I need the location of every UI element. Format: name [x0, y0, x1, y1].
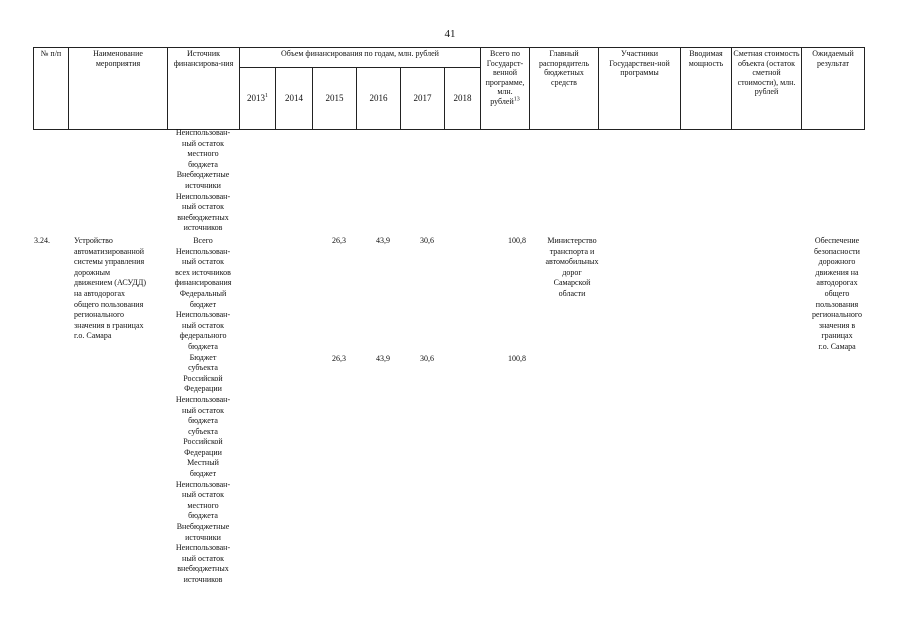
header-year-2014: 2014	[276, 67, 313, 129]
source-line: Федерации	[184, 384, 222, 394]
source-line: местного	[187, 149, 219, 159]
source-line: источники	[185, 532, 221, 542]
header-year-2017: 2017	[401, 67, 445, 129]
total-2015-value: 26,3	[332, 236, 346, 245]
name-line: Устройство	[74, 236, 113, 245]
source-list	[167, 236, 239, 586]
header-manager: Главный распорядитель бюджетных средств	[530, 48, 599, 130]
result-line: г.о. Самара	[818, 341, 856, 351]
name-line: значения в границах	[74, 320, 144, 330]
source-line: ный остаток	[182, 257, 224, 267]
row-number: 3.24.	[34, 236, 50, 245]
header-source: Источник финансирова-ния	[168, 48, 240, 130]
manager-line: дорог	[562, 267, 582, 277]
region-2016-value: 43,9	[376, 354, 390, 363]
result-line: безопасности	[814, 246, 860, 256]
source-line: ный остаток	[182, 490, 224, 500]
result-line: автодорогах	[816, 278, 858, 288]
expected-result	[804, 236, 870, 353]
source-line: Федеральный	[179, 288, 227, 298]
source-line: Российской	[183, 373, 223, 383]
source-line: федерального	[179, 331, 227, 341]
manager-line: транспорта и	[549, 246, 595, 256]
name-line: автоматизированной	[74, 246, 145, 256]
header-volume: Объем финансирования по годам, млн. рублей	[240, 48, 481, 68]
region-program-value: 100,8	[508, 354, 526, 363]
source-line: Неиспользован-	[175, 479, 231, 489]
name-line: общего пользования	[74, 299, 144, 309]
header-num: № п/п	[34, 48, 69, 130]
page-number: 41	[444, 28, 456, 40]
source-line: бюджета	[188, 341, 218, 351]
result-line: общего	[824, 288, 850, 298]
source-line: всех источников	[175, 267, 231, 277]
manager-line: области	[558, 288, 586, 298]
source-line: Неиспользован-	[175, 128, 231, 137]
manager-line: автомобильных	[545, 257, 599, 267]
source-line: Неиспользован-	[175, 543, 231, 553]
source-line: субъекта	[188, 426, 218, 436]
source-line: бюджет	[189, 469, 217, 479]
name-line: системы управления	[74, 257, 145, 267]
source-line: Внебюджетные	[176, 170, 230, 180]
source-line: источники	[185, 180, 221, 190]
header-year-2018: 2018	[445, 67, 481, 129]
region-2015-value: 26,3	[332, 354, 346, 363]
source-line: ный остаток	[182, 202, 224, 212]
source-line: Неиспользован-	[175, 191, 231, 201]
result-line: Обеспечение	[814, 236, 860, 245]
source-line: Бюджет	[189, 352, 217, 362]
result-line: дорожного	[818, 257, 856, 267]
source-line: ный остаток	[182, 553, 224, 563]
source-line: Неиспользован-	[175, 246, 231, 256]
name-line: на автодорогах	[74, 288, 126, 298]
source-line: ный остаток	[182, 320, 224, 330]
manager-line: Министерство	[547, 236, 597, 245]
region-2017-value: 30,6	[420, 354, 434, 363]
source-line: источников	[183, 223, 223, 233]
result-line: регионального	[811, 310, 863, 320]
total-2017-value: 30,6	[420, 236, 434, 245]
source-line: Федерации	[184, 447, 222, 457]
source-line: Всего	[193, 236, 213, 245]
source-line: ный остаток	[182, 405, 224, 415]
manager-line: Самарской	[553, 278, 591, 288]
header-capacity: Вводимая мощность	[681, 48, 732, 130]
total-program-value: 100,8	[508, 236, 526, 245]
source-line: бюджет	[189, 299, 217, 309]
name-line: регионального	[74, 310, 125, 320]
source-line: источников	[183, 575, 223, 584]
name-line: движением (АСУДД)	[74, 278, 146, 288]
source-line: Местный	[187, 458, 219, 468]
budget-manager	[536, 236, 608, 300]
result-line: границах	[821, 331, 853, 341]
header-name: Наименование мероприятия	[69, 48, 168, 130]
header-participants: Участники Государствен-ной программы	[599, 48, 681, 130]
source-line: внебюджетных	[177, 564, 229, 574]
header-result: Ожидаемый результат	[802, 48, 865, 130]
measure-name	[74, 236, 170, 342]
source-line: Неиспользован-	[175, 310, 231, 320]
source-line: финансирования	[174, 278, 232, 288]
source-line: бюджета	[188, 511, 218, 521]
source-line: ный остаток	[182, 138, 224, 148]
header-total: Всего по Государст-венной программе, млн. рублей$^{13}$	[481, 48, 530, 130]
result-line: пользования	[815, 299, 859, 309]
financing-table-header	[33, 47, 865, 130]
result-line: значения в	[818, 320, 856, 330]
source-line: субъекта	[188, 363, 218, 373]
source-line: внебюджетных	[177, 212, 229, 222]
source-line: Внебюджетные	[176, 522, 230, 532]
source-line: бюджета	[188, 416, 218, 426]
source-line: Неиспользован-	[175, 394, 231, 404]
header-year-2013: 2013$^1$	[240, 67, 276, 129]
header-year-2015: 2015	[313, 67, 357, 129]
source-line: Российской	[183, 437, 223, 447]
result-line: движения на	[815, 267, 859, 277]
source-line: бюджета	[188, 159, 218, 169]
total-2016-value: 43,9	[376, 236, 390, 245]
name-line: дорожным	[74, 267, 111, 277]
header-year-2016: 2016	[357, 67, 401, 129]
name-line: г.о. Самара	[74, 331, 112, 341]
header-cost: Сметная стоимость объекта (остаток сметной стоимости), млн. рублей	[732, 48, 802, 130]
top-source-list	[167, 128, 239, 234]
source-line: местного	[187, 500, 219, 510]
